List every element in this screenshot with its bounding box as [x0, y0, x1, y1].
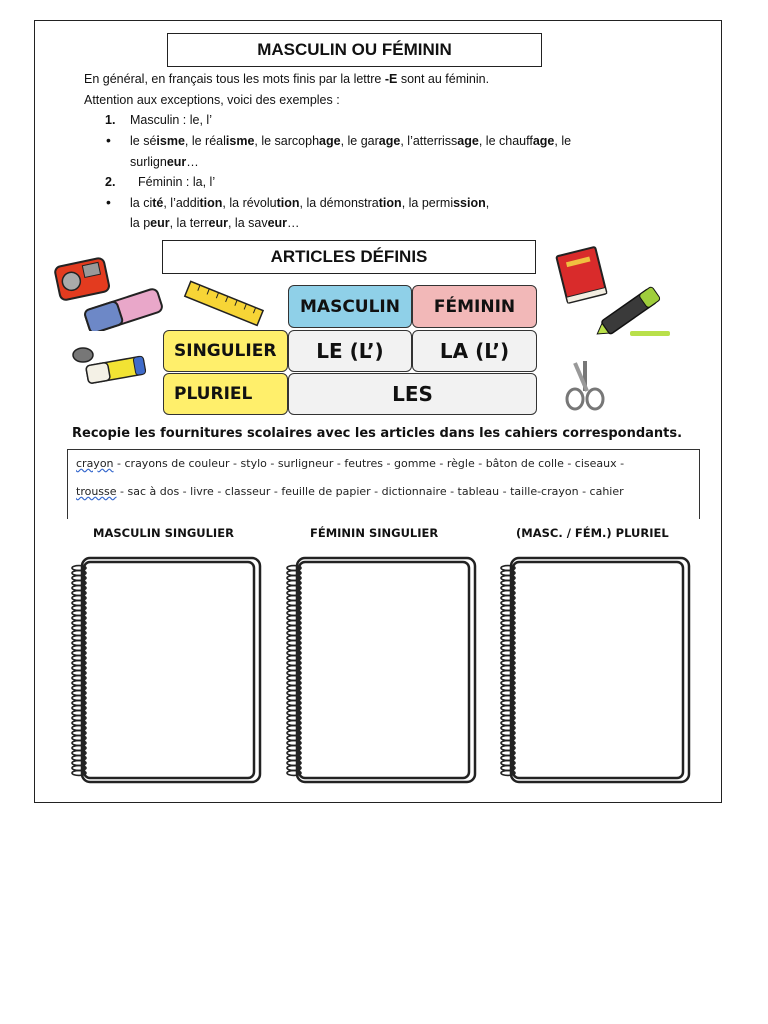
feminin-label: Féminin : la, l’	[138, 175, 216, 189]
exercise-instruction: Recopie les fournitures scolaires avec les articles dans les cahiers correspondants.	[72, 426, 683, 441]
word-trousse: trousse	[76, 485, 117, 498]
page-title: MASCULIN OU FÉMININ	[167, 33, 542, 67]
glue-stick-icon	[71, 343, 155, 387]
word-ending: age	[532, 134, 555, 148]
example-text: , l’atterriss	[400, 134, 458, 148]
example-text: , la révolu	[222, 196, 277, 210]
example-text: , l’addi	[163, 196, 200, 210]
word-crayon: crayon	[76, 457, 114, 470]
word-ending: eur	[166, 155, 187, 169]
feminin-examples-line-1	[130, 196, 489, 210]
example-text: …	[287, 216, 300, 230]
sharpener-and-eraser-icon	[49, 253, 165, 331]
example-text: , le gar	[340, 134, 379, 148]
example-text: , le chauff	[478, 134, 533, 148]
article-les: LES	[288, 373, 537, 415]
word-ending: age	[378, 134, 401, 148]
notebook-pluriel[interactable]	[497, 554, 693, 786]
word-ending: ssion	[453, 196, 486, 210]
notebook-label-pluriel: (MASC. / FÉM.) PLURIEL	[516, 526, 669, 540]
articles-title: ARTICLES DÉFINIS	[162, 240, 536, 274]
intro-line-1	[84, 72, 489, 86]
masculin-examples-line-2	[130, 155, 199, 169]
list-number-2: 2.	[105, 175, 116, 189]
article-le: LE (L’)	[288, 330, 412, 372]
highlighter-icon	[586, 275, 672, 345]
word-ending: tion	[199, 196, 223, 210]
example-text: , la permi	[401, 196, 454, 210]
example-text: la ci	[130, 196, 153, 210]
example-text: le sé	[130, 134, 157, 148]
feminin-examples-line-2	[130, 216, 300, 230]
word-ending: té	[152, 196, 164, 210]
word-list-line-1	[76, 457, 624, 470]
example-text: ,	[485, 196, 490, 210]
header-feminin: FÉMININ	[412, 285, 537, 328]
header-masculin: MASCULIN	[288, 285, 412, 328]
word-ending: eur	[150, 216, 170, 230]
word-ending: eur	[208, 216, 228, 230]
row-singulier: SINGULIER	[163, 330, 288, 372]
word-list-text: - crayons de couleur - stylo - surligneur - feutres - gomme - règle - bâton de colle - ciseaux -	[113, 457, 625, 470]
example-text: , le	[554, 134, 572, 148]
bullet-icon: •	[106, 132, 111, 148]
row-pluriel: PLURIEL	[163, 373, 288, 415]
article-la: LA (L’)	[412, 330, 537, 372]
intro-letter: -E	[384, 72, 398, 86]
intro-text: En général, en français tous les mots finis par la lettre	[84, 72, 385, 86]
word-ending: isme	[225, 134, 255, 148]
word-ending: isme	[156, 134, 185, 148]
masculin-examples-line-1	[130, 134, 571, 148]
example-text: , le réal	[184, 134, 226, 148]
notebook-feminin-singulier[interactable]	[283, 554, 479, 786]
bullet-icon: •	[106, 194, 111, 210]
example-text: …	[186, 155, 199, 169]
ruler-icon	[181, 279, 265, 327]
intro-line-2: Attention aux exceptions, voici des exemples :	[84, 93, 340, 107]
word-ending: age	[457, 134, 479, 148]
word-list-box	[67, 449, 700, 519]
example-text: la p	[130, 216, 151, 230]
word-ending: tion	[276, 196, 300, 210]
notebook-label-masculin-singulier: MASCULIN SINGULIER	[93, 526, 234, 540]
word-ending: tion	[378, 196, 402, 210]
example-text: surlign	[130, 155, 167, 169]
notebook-masculin-singulier[interactable]	[68, 554, 264, 786]
word-ending: eur	[267, 216, 288, 230]
word-ending: age	[319, 134, 341, 148]
example-text: , le sarcoph	[254, 134, 320, 148]
example-text: , la terr	[169, 216, 209, 230]
example-text: , la démonstra	[299, 196, 379, 210]
word-list-line-2	[76, 485, 624, 498]
masculin-label: Masculin : le, l’	[130, 113, 212, 127]
intro-text-end: sont au féminin.	[397, 72, 490, 86]
example-text: , la sav	[227, 216, 268, 230]
scissors-icon	[563, 357, 607, 413]
worksheet	[34, 20, 722, 803]
word-list-text: - sac à dos - livre - classeur - feuille de papier - dictionnaire - tableau - taille-crayon - cahier	[116, 485, 624, 498]
notebook-label-feminin-singulier: FÉMININ SINGULIER	[310, 526, 439, 540]
list-number-1: 1.	[105, 113, 116, 127]
